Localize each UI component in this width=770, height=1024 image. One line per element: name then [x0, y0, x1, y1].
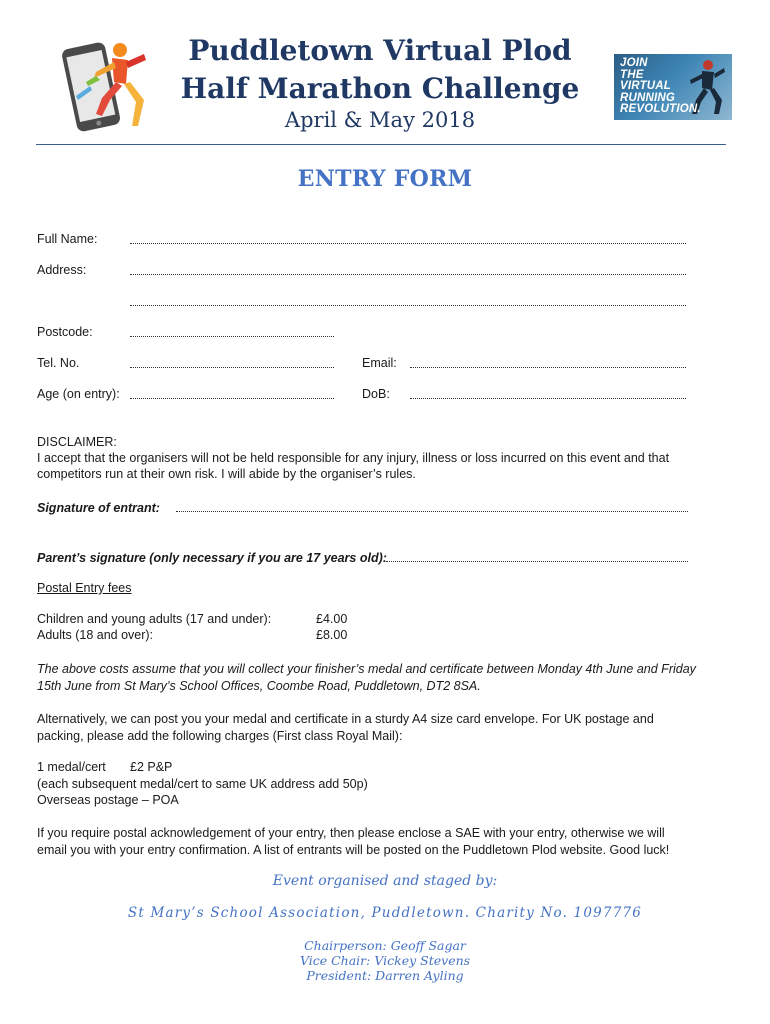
collection-note-line-1: The above costs assume that you will collect your finisher’s medal and certificate between Monday 4th June and Friday	[37, 662, 696, 676]
parent-signature-field[interactable]	[386, 551, 688, 562]
vice-chair: Vice Chair: Vickey Stevens	[299, 953, 471, 968]
badge-text: JOIN THE VIRTUAL RUNNING REVOLUTION.	[620, 57, 701, 115]
collection-note-line-2: 15th June from St Mary’s School Offices, Coombe Road, Puddletown, DT2 8SA.	[37, 679, 481, 693]
fee-children-label: Children and young adults (17 and under):	[37, 612, 272, 626]
age-label: Age (on entry):	[37, 387, 120, 401]
postage-line-2: packing, please add the following charges (First class Royal Mail):	[37, 729, 403, 743]
phone-runner-logo	[56, 36, 152, 136]
address-label: Address:	[37, 263, 87, 277]
disclaimer-line-1: I accept that the organisers will not be held responsible for any injury, illness or loss incurred on this event and that	[37, 451, 670, 465]
address-field-line-2[interactable]	[130, 295, 686, 306]
entrant-signature-label: Signature of entrant:	[37, 501, 160, 515]
postage-item-1-label: 1 medal/cert	[37, 760, 106, 774]
postage-item-3: Overseas postage – POA	[37, 793, 179, 807]
fees-heading: Postal Entry fees	[37, 581, 132, 595]
address-field-line-1[interactable]	[130, 264, 686, 275]
event-dates: April & May 2018	[284, 108, 476, 132]
title-line-2: Half Marathon Challenge	[180, 72, 580, 105]
full-name-label: Full Name:	[37, 232, 98, 246]
header-divider	[36, 144, 726, 145]
president: President: Darren Ayling	[306, 968, 464, 983]
dob-field[interactable]	[410, 388, 686, 399]
parent-signature-label: Parent’s signature (only necessary if you are 17 years old):	[37, 551, 387, 565]
postcode-field[interactable]	[130, 326, 334, 337]
fee-adults-value: £8.00	[316, 628, 348, 642]
dob-label: DoB:	[362, 387, 390, 401]
chairperson: Chairperson: Geoff Sagar	[304, 938, 466, 953]
age-field[interactable]	[130, 388, 334, 399]
postcode-label: Postcode:	[37, 325, 93, 339]
entrant-signature-field[interactable]	[176, 501, 688, 512]
postage-item-1-value: £2 P&P	[130, 760, 173, 774]
tel-label: Tel. No.	[37, 356, 80, 370]
tel-field[interactable]	[130, 357, 334, 368]
email-field[interactable]	[410, 357, 686, 368]
virtual-running-badge	[614, 54, 732, 120]
email-label: Email:	[362, 356, 397, 370]
acknowledgement-line-1: If you require postal acknowledgement of your entry, then please enclose a SAE with your entry, otherwise we will	[37, 826, 665, 840]
fee-children-value: £4.00	[316, 612, 348, 626]
association-name: St Mary’s School Association, Puddletown. Charity No. 1097776	[127, 905, 643, 921]
form-heading: ENTRY FORM	[297, 166, 473, 192]
postage-line-1: Alternatively, we can post you your medal and certificate in a sturdy A4 size card envelope. For UK postage and	[37, 712, 654, 726]
disclaimer-heading: DISCLAIMER:	[37, 435, 117, 449]
postage-item-2: (each subsequent medal/cert to same UK address add 50p)	[37, 777, 368, 791]
disclaimer-line-2: competitors run at their own risk. I will abide by the organiser’s rules.	[37, 467, 416, 481]
fee-adults-label: Adults (18 and over):	[37, 628, 154, 642]
title-line-1: Puddletown Virtual Plod	[188, 34, 572, 67]
acknowledgement-line-2: email you with your entry confirmation. A list of entrants will be posted on the Puddletown Plod website. Good luck!	[37, 843, 670, 857]
full-name-field[interactable]	[130, 233, 686, 244]
organised-by: Event organised and staged by:	[272, 873, 498, 889]
